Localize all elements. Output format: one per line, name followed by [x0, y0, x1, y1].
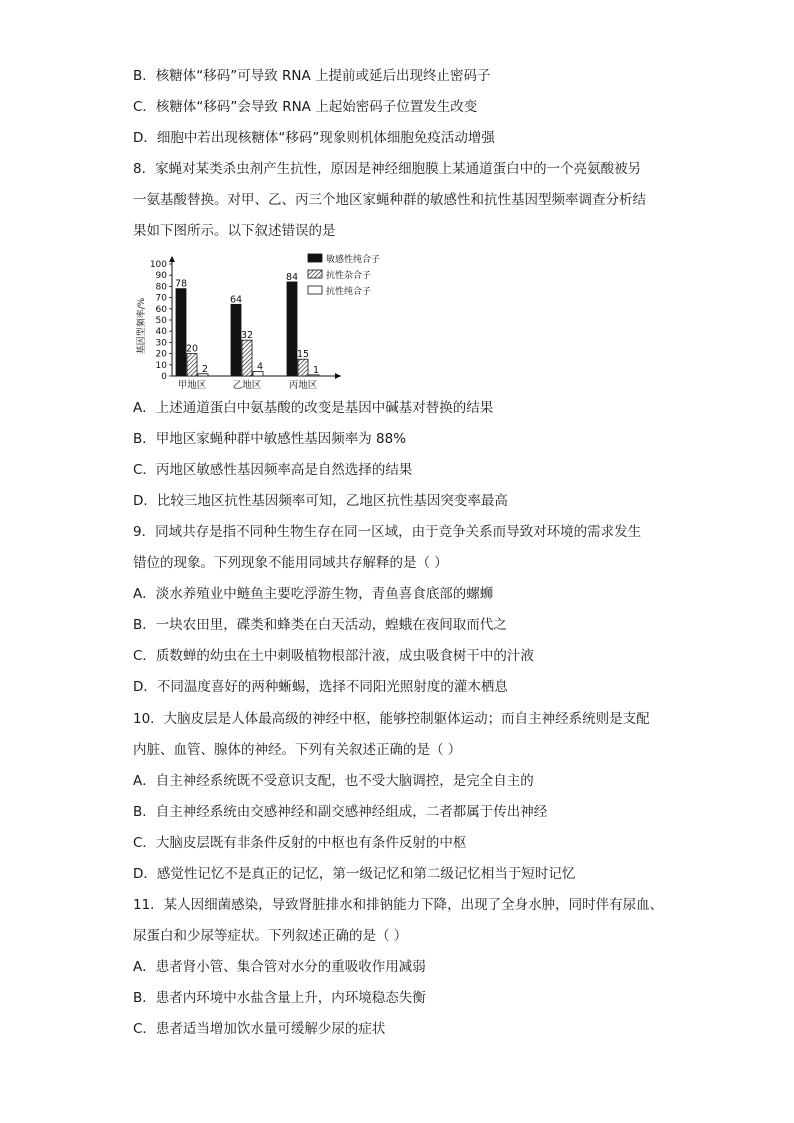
- y-tick-label: 10: [155, 360, 167, 371]
- category-label: 甲地区: [177, 380, 207, 391]
- bar: [287, 282, 297, 376]
- option-c-q7: C．核糖体“移码”会导致 RNA 上起始密码子位置发生改变: [133, 99, 478, 115]
- bar-value-label: 1: [312, 364, 320, 376]
- category-label: 丙地区: [288, 380, 318, 391]
- y-axis-label: 基因型频率/%: [137, 297, 147, 355]
- option-a-q10: A．自主神经系统既不受意识支配，也不受大脑调控，是完全自主的: [133, 773, 534, 789]
- category-label: 乙地区: [232, 380, 262, 391]
- y-tick-label: 50: [155, 316, 167, 326]
- bar-value-label: 2: [201, 363, 209, 375]
- option-a-q9: A．淡水养殖业中鲢鱼主要吃浮游生物，青鱼喜食底部的螺蛳: [133, 586, 494, 602]
- y-tick-label: 40: [155, 327, 167, 338]
- question-10-line-2: 内脏、血管、腺体的神经。下列有关叙述正确的是（ ）: [133, 742, 462, 758]
- legend-swatch: [308, 254, 322, 262]
- question-11-line-2: 尿蛋白和少尿等症状。下列叙述正确的是（ ）: [133, 928, 408, 944]
- y-tick-label: 20: [155, 349, 167, 360]
- legend-swatch: [308, 286, 322, 294]
- option-a-q11: A．患者肾小管、集合管对水分的重吸收作用减弱: [133, 959, 426, 975]
- y-tick-label: 90: [155, 271, 167, 282]
- option-b-q11: B．患者内环境中水盐含量上升，内环境稳态失衡: [133, 990, 426, 1006]
- y-axis-arrow: [169, 256, 175, 262]
- y-tick-label: 80: [155, 282, 167, 293]
- legend-swatch: [308, 270, 322, 278]
- legend-label: 抗性纯合子: [326, 287, 372, 297]
- bar-value-label: 32: [240, 330, 254, 342]
- option-c-q8: C．丙地区敏感性基因频率高是自然选择的结果: [133, 462, 413, 478]
- genotype-frequency-chart: [136, 252, 396, 392]
- bar: [176, 289, 186, 376]
- question-9-line-2: 错位的现象。下列现象不能用同域共存解释的是（ ）: [133, 555, 448, 571]
- legend-label: 抗性杂合子: [326, 271, 372, 281]
- bar-value-label: 15: [296, 349, 310, 361]
- bar-chart-svg: [136, 252, 396, 392]
- question-10-line-1: 10．大脑皮层是人体最高级的神经中枢，能够控制躯体运动；而自主神经系统则是支配: [133, 711, 650, 727]
- option-a-q8: A．上述通道蛋白中氨基酸的改变是基因中碱基对替换的结果: [133, 400, 494, 416]
- x-axis-arrow: [335, 373, 341, 379]
- option-c-q10: C．大脑皮层既有非条件反射的中枢也有条件反射的中枢: [133, 835, 467, 851]
- option-c-q9: C．质数蝉的幼虫在土中刺吸植物根部汁液，成虫吸食树干中的汁液: [133, 648, 534, 664]
- question-8-line-2: 一氨基酸替换。对甲、乙、丙三个地区家蝇种群的敏感性和抗性基因型频率调查分析结: [133, 192, 646, 208]
- question-11-line-1: 11．某人因细菌感染，导致肾脏排水和排钠能力下降，出现了全身水肿，同时伴有尿血、: [133, 897, 664, 913]
- bar-value-label: 64: [229, 294, 243, 306]
- legend-label: 敏感性纯合子: [326, 255, 381, 265]
- bar: [298, 359, 308, 376]
- question-8-line-3: 果如下图所示。以下叙述错误的是: [133, 223, 336, 239]
- option-b-q10: B．自主神经系统由交感神经和副交感神经组成，二者都属于传出神经: [133, 804, 548, 820]
- bar: [187, 354, 197, 376]
- option-d-q8: D．比较三地区抗性基因频率可知，乙地区抗性基因突变率最高: [133, 493, 508, 509]
- question-9-line-1: 9．同域共存是指不同种生物生存在同一区域，由于竞争关系而导致对环境的需求发生: [133, 524, 642, 540]
- question-8-line-1: 8．家蝇对某类杀虫剂产生抗性，原因是神经细胞膜上某通道蛋白中的一个亮氨酸被另: [133, 161, 642, 177]
- option-b-q9: B．一块农田里，碟类和蜂类在白天活动，蝗蛾在夜间取而代之: [133, 617, 507, 633]
- y-tick-label: 100: [149, 260, 167, 270]
- option-d-q9: D．不同温度喜好的两种蜥蜴，选择不同阳光照射度的灌木栖息: [133, 679, 508, 695]
- bar: [231, 304, 241, 376]
- y-tick-label: 30: [155, 338, 167, 349]
- y-tick-label: 60: [155, 304, 167, 315]
- option-d-q10: D．感觉性记忆不是真正的记忆，第一级记忆和第二级记忆相当于短时记忆: [133, 866, 576, 882]
- option-d-q7: D．细胞中若出现核糖体“移码”现象则机体细胞免疫活动增强: [133, 130, 495, 146]
- option-b-q7: B．核糖体“移码”可导致 RNA 上提前或延后出现终止密码子: [133, 68, 491, 84]
- bar-value-label: 20: [185, 343, 199, 355]
- bar: [242, 340, 252, 376]
- bar-value-label: 4: [256, 361, 264, 373]
- y-tick-label: 0: [161, 372, 167, 382]
- option-b-q8: B．甲地区家蝇种群中敏感性基因频率为 88%: [133, 431, 407, 447]
- bar-value-label: 84: [285, 271, 299, 283]
- option-c-q11: C．患者适当增加饮水量可缓解少尿的症状: [133, 1021, 386, 1037]
- y-tick-label: 70: [155, 293, 167, 304]
- bar-value-label: 78: [174, 278, 188, 290]
